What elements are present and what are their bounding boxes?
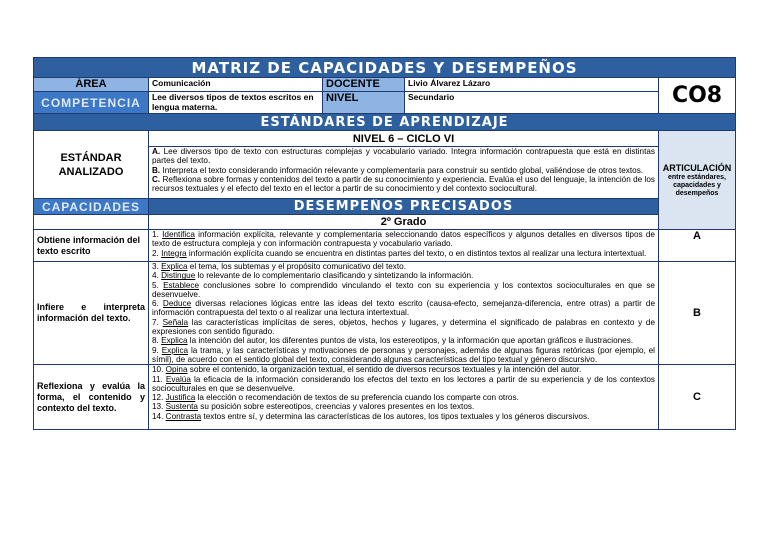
estandares-header: ESTÁNDARES DE APRENDIZAJE: [34, 114, 736, 131]
desempenos-header: DESEMPEÑOS PRECISADOS: [149, 199, 659, 215]
competencia-value: Lee diversos tipos de textos escritos en lengua materna.: [149, 92, 323, 114]
capacidad-reflexiona: Reflexiona y evalúa la forma, el contenido y contexto del texto.: [34, 365, 149, 430]
desempeno-item: 14. Contrasta textos entre sí, y determina las características de los autores, los tipos textuales y los géneros discursivos.: [152, 411, 590, 421]
spacer-cell: [34, 215, 149, 230]
page-title: MATRIZ DE CAPACIDADES Y DESEMPEÑOS: [34, 58, 736, 78]
estandar-text: [149, 147, 659, 199]
desempenos-list: [149, 230, 659, 262]
articulacion-title: ARTICULACIÓN: [662, 162, 732, 173]
desempeno-item: 2. Integra información explícita cuando se encuentra en distintas partes del texto, o en distintos textos al realizar una lectura intertextual.: [152, 248, 647, 258]
desempeno-item: 5. Establece conclusiones sobre lo comprendido vinculando el texto con su experiencia y los contextos socioculturales en que se desenvuelve.: [152, 280, 655, 299]
desempeno-item: 11. Evalúa la eficacia de la información considerando los efectos del texto en los lectores a partir de su experiencia y de los contextos socioculturales en que se desenvuelve.: [152, 374, 655, 393]
competencia-label: COMPETENCIA: [34, 92, 149, 114]
docente-label: DOCENTE: [323, 78, 405, 92]
area-label: ÁREA: [34, 78, 149, 92]
capacidad-obtiene: Obtiene información del texto escrito: [34, 230, 149, 262]
capacidades-label: CAPACIDADES: [34, 199, 149, 215]
desempeno-item: 1. Identifica información explícita, relevante y complementaria seleccionando datos específicos y algunos detalles en diversos tipos de texto de estructura compleja y con información contrapuesta y vocabulario variado.: [152, 230, 655, 249]
capacidad-infiere: Infiere e interpreta información del texto.: [34, 262, 149, 365]
estandar-item: A. Lee diversos tipo de texto con estructuras complejas y vocabulario variado. Integra información contrapuesta que está en distintas partes del texto.: [152, 147, 655, 166]
desempeno-item: 12. Justifica la elección o recomendación de textos de su preferencia cuando los comparte con otros.: [152, 393, 519, 403]
capacidades-matrix: [33, 57, 736, 430]
articulacion-letter: B: [659, 262, 736, 365]
docente-value: Livio Álvarez Lázaro: [405, 78, 659, 92]
nivel-label: NIVEL: [323, 92, 405, 114]
desempeno-item: 4. Distingue lo relevante de lo complementario clasificando y sintetizando la información.: [152, 271, 474, 281]
desempeno-item: 13. Sustenta su posición sobre estereotipos, creencias y valores presentes en los textos.: [152, 402, 475, 412]
desempeno-item: 9. Explica la trama, y las características y motivaciones de personas y personajes, además de algunas figuras retóricas (por ejemplo, el símil), de acuerdo con el sentido global del texto, considerando algunas características del tipo textual y género discursivo.: [152, 345, 655, 364]
articulacion-sub: entre estándares, capacidades y desempeños: [668, 173, 726, 197]
desempeno-item: 6. Deduce diversas relaciones lógicas entre las ideas del texto escrito (causa-efecto, semejanza-diferencia, entre otras) a partir de información contrapuesta del texto o al realizar una lectura intertextual.: [152, 299, 655, 318]
nivel-value: Secundario: [405, 92, 659, 114]
articulacion-cell: [659, 131, 736, 230]
estandar-item: C. Reflexiona sobre formas y contenidos del texto a partir de su conocimiento y experiencia. Evalúa el uso del lenguaje, la intención de los recursos textuales y el efecto del texto en el lector a partir de su conocimiento y del contexto sociocultural.: [152, 174, 655, 194]
articulacion-letter: A: [659, 230, 736, 262]
desempeno-item: 8. Explica la intención del autor, los diferentes puntos de vista, los estereotipos, y la información que aportan gráficos e ilustraciones.: [152, 336, 634, 346]
desempeno-item: 3. Explica el tema, los subtemas y el propósito comunicativo del texto.: [152, 262, 406, 271]
desempeno-item: 10. Opina sobre el contenido, la organización textual, el sentido de diversos recursos textuales y la intención del autor.: [152, 365, 582, 375]
desempenos-list: [149, 365, 659, 430]
estandar-item: B. Interpreta el texto considerando información relevante y complementaria para construir su sentido global, valiéndose de otros textos.: [152, 165, 644, 175]
desempenos-list: [149, 262, 659, 365]
articulacion-letter: C: [659, 365, 736, 430]
area-value: Comunicación: [149, 78, 323, 92]
nivel-ciclo: NIVEL 6 – CICLO VI: [149, 131, 659, 147]
grado: 2º Grado: [149, 215, 659, 230]
estandar-label: ESTÁNDAR ANALIZADO: [34, 131, 149, 199]
desempeno-item: 7. Señala las características implícitas de seres, objetos, hechos y lugares, y determina el significado de palabras en contexto y de expresiones con sentido figurado.: [152, 317, 655, 337]
code-badge: CO8: [659, 78, 736, 114]
